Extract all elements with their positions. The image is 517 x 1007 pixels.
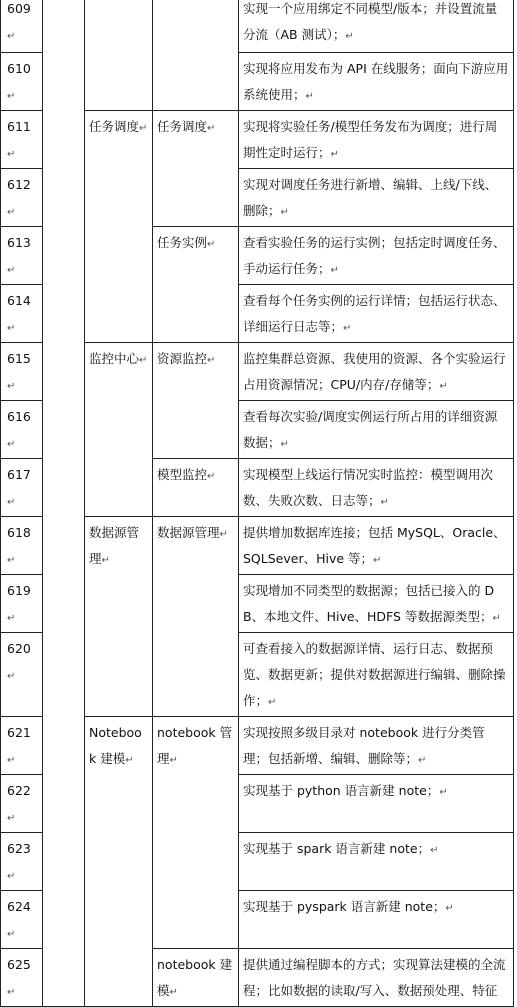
row-number: 623 bbox=[7, 841, 31, 856]
requirement-desc: 查看实验任务的运行实例；包括定时调度任务、手动运行任务； bbox=[243, 235, 506, 276]
paragraph-mark-icon: ↵ bbox=[207, 471, 216, 482]
function-name: notebook 建模 bbox=[157, 957, 233, 998]
paragraph-mark-icon: ↵ bbox=[7, 439, 16, 450]
paragraph-mark-icon: ↵ bbox=[7, 755, 16, 766]
function-name: 数据源管理 bbox=[157, 525, 220, 540]
paragraph-mark-icon: ↵ bbox=[7, 987, 16, 998]
paragraph-mark-icon: ↵ bbox=[430, 845, 439, 856]
paragraph-mark-icon: ↵ bbox=[101, 555, 110, 566]
paragraph-mark-icon: ↵ bbox=[492, 613, 501, 624]
table-row bbox=[1, 0, 514, 53]
row-number: 620 bbox=[7, 641, 31, 656]
module-name: 数据源管理 bbox=[89, 525, 140, 566]
row-number: 622 bbox=[7, 783, 31, 798]
paragraph-mark-icon: ↵ bbox=[280, 207, 289, 218]
requirement-desc: 实现一个应用绑定不同模型/版本；并设置流量分流（AB 测试）； bbox=[243, 1, 498, 42]
requirement-desc: 实现模型上线运行情况实时监控：模型调用次数、失败次数、日志等； bbox=[243, 467, 494, 508]
paragraph-mark-icon: ↵ bbox=[305, 91, 314, 102]
paragraph-mark-icon: ↵ bbox=[169, 755, 178, 766]
paragraph-mark-icon: ↵ bbox=[268, 697, 277, 708]
paragraph-mark-icon: ↵ bbox=[7, 613, 16, 624]
requirement-desc: 查看每个任务实例的运行详情；包括运行状态、详细运行日志等； bbox=[243, 293, 506, 334]
empty-cell bbox=[153, 0, 239, 111]
paragraph-mark-icon: ↵ bbox=[280, 439, 289, 450]
row-number: 614 bbox=[7, 293, 31, 308]
row-number: 625 bbox=[7, 957, 31, 972]
row-number: 609 bbox=[7, 1, 31, 16]
requirement-desc: 实现基于 pyspark 语言新建 note； bbox=[243, 899, 446, 914]
requirement-desc: 实现将应用发布为 API 在线服务；面向下游应用系统使用； bbox=[243, 61, 509, 102]
requirement-desc: 查看每次实验/调度实例运行所占用的详细资源数据； bbox=[243, 409, 498, 450]
paragraph-mark-icon: ↵ bbox=[7, 671, 16, 682]
paragraph-mark-icon: ↵ bbox=[380, 497, 389, 508]
row-number: 624 bbox=[7, 899, 31, 914]
paragraph-mark-icon: ↵ bbox=[7, 929, 16, 940]
paragraph-mark-icon: ↵ bbox=[139, 123, 148, 134]
row-number: 617 bbox=[7, 467, 31, 482]
requirement-desc: 实现将实验任务/模型任务发布为调度；进行周期性定时运行； bbox=[243, 119, 498, 160]
paragraph-mark-icon: ↵ bbox=[7, 265, 16, 276]
paragraph-mark-icon: ↵ bbox=[7, 555, 16, 566]
row-number: 619 bbox=[7, 583, 31, 598]
row-number: 618 bbox=[7, 525, 31, 540]
paragraph-mark-icon: ↵ bbox=[7, 91, 16, 102]
module-name: 任务调度 bbox=[89, 119, 140, 134]
row-number: 613 bbox=[7, 235, 31, 250]
row-number: 616 bbox=[7, 409, 31, 424]
requirement-desc: 提供增加数据库连接；包括 MySQL、Oracle、SQLSever、Hive 等； bbox=[243, 525, 506, 566]
function-name: 模型监控 bbox=[157, 467, 208, 482]
module-name: 监控中心 bbox=[89, 351, 140, 366]
paragraph-mark-icon: ↵ bbox=[7, 31, 16, 42]
row-number: 612 bbox=[7, 177, 31, 192]
row-number: 615 bbox=[7, 351, 31, 366]
paragraph-mark-icon: ↵ bbox=[418, 755, 427, 766]
requirement-desc: 实现基于 spark 语言新建 note； bbox=[243, 841, 431, 856]
paragraph-mark-icon: ↵ bbox=[439, 787, 448, 798]
paragraph-mark-icon: ↵ bbox=[7, 871, 16, 882]
paragraph-mark-icon: ↵ bbox=[125, 755, 134, 766]
paragraph-mark-icon: ↵ bbox=[330, 265, 339, 276]
module-name: Notebook 建模 bbox=[89, 725, 142, 766]
function-name: notebook 管理 bbox=[157, 725, 233, 766]
empty-cell bbox=[85, 0, 153, 111]
paragraph-mark-icon: ↵ bbox=[345, 31, 354, 42]
empty-cell bbox=[43, 0, 85, 1007]
paragraph-mark-icon: ↵ bbox=[7, 497, 16, 508]
row-number: 621 bbox=[7, 725, 31, 740]
paragraph-mark-icon: ↵ bbox=[7, 149, 16, 160]
function-name: 任务实例 bbox=[157, 235, 208, 250]
paragraph-mark-icon: ↵ bbox=[343, 323, 352, 334]
row-number: 610 bbox=[7, 61, 31, 76]
requirement-desc: 可查看接入的数据源详情、运行日志、数据预览、数据更新；提供对数据源进行编辑、删除操作； bbox=[243, 641, 506, 708]
paragraph-mark-icon: ↵ bbox=[445, 903, 454, 914]
requirement-desc: 监控集群总资源、我使用的资源、各个实验运行占用资源情况；CPU/内存/存储等； bbox=[243, 351, 506, 392]
requirement-desc: 提供通过编程脚本的方式；实现算法建模的全流程；比如数据的读取/写入、数据预处理、特征 bbox=[243, 957, 506, 998]
row-number: 611 bbox=[7, 119, 31, 134]
requirement-desc: 实现增加不同类型的数据源；包括已接入的 DB、本地文件、Hive、HDFS 等数据源类型； bbox=[243, 583, 495, 624]
requirement-desc: 实现按照多级目录对 notebook 进行分类管理；包括新增、编辑、删除等； bbox=[243, 725, 485, 766]
paragraph-mark-icon: ↵ bbox=[207, 355, 216, 366]
paragraph-mark-icon: ↵ bbox=[7, 381, 16, 392]
requirement-desc: 实现对调度任务进行新增、编辑、上线/下线、删除； bbox=[243, 177, 498, 218]
function-name: 资源监控 bbox=[157, 351, 208, 366]
function-name: 任务调度 bbox=[157, 119, 208, 134]
paragraph-mark-icon: ↵ bbox=[207, 239, 216, 250]
paragraph-mark-icon: ↵ bbox=[169, 987, 178, 998]
paragraph-mark-icon: ↵ bbox=[139, 355, 148, 366]
paragraph-mark-icon: ↵ bbox=[7, 323, 16, 334]
paragraph-mark-icon: ↵ bbox=[439, 381, 448, 392]
paragraph-mark-icon: ↵ bbox=[330, 149, 339, 160]
paragraph-mark-icon: ↵ bbox=[219, 529, 228, 540]
paragraph-mark-icon: ↵ bbox=[7, 813, 16, 824]
paragraph-mark-icon: ↵ bbox=[7, 207, 16, 218]
paragraph-mark-icon: ↵ bbox=[373, 555, 382, 566]
requirement-desc: 实现基于 python 语言新建 note； bbox=[243, 783, 440, 798]
paragraph-mark-icon: ↵ bbox=[207, 123, 216, 134]
